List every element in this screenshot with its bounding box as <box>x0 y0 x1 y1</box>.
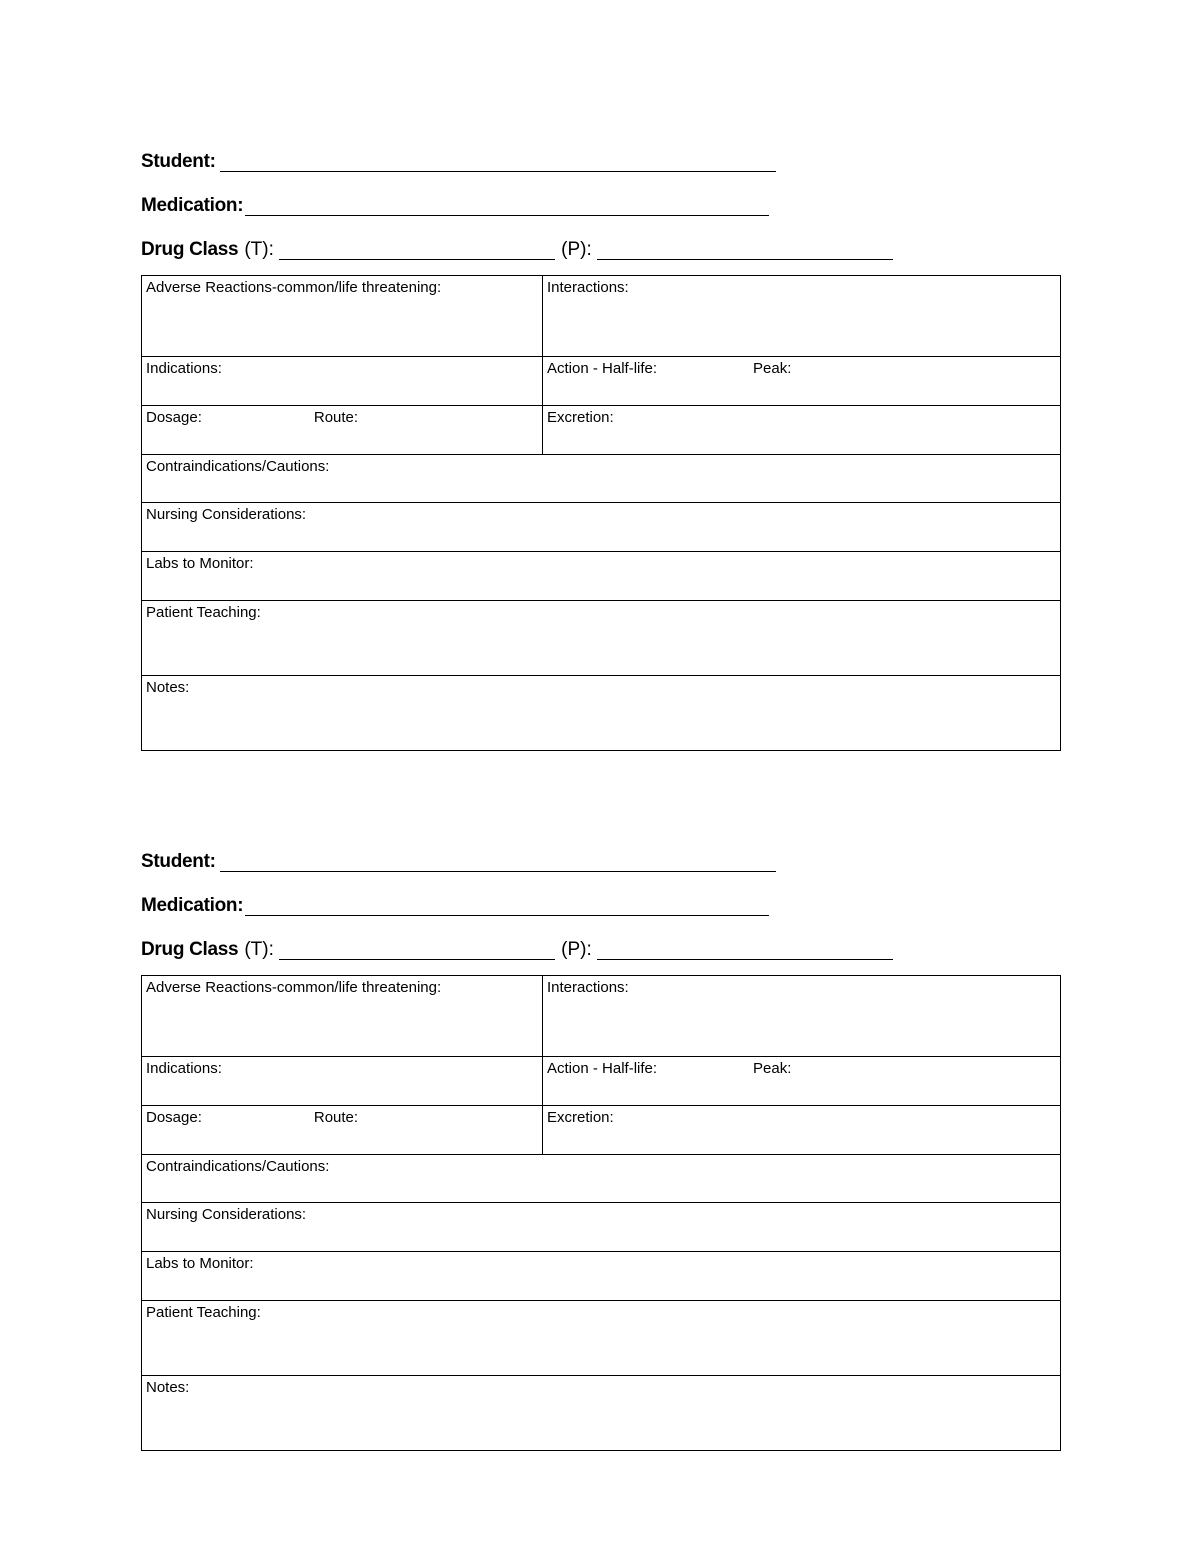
contraindications-cell[interactable] <box>142 1155 1061 1203</box>
excretion-label: Excretion: <box>547 409 614 426</box>
pharmacologic-class-field[interactable] <box>597 941 893 960</box>
indications-cell[interactable] <box>142 1057 543 1106</box>
pharmacologic-class-field[interactable] <box>597 241 893 260</box>
contraindications-label: Contraindications/Cautions: <box>146 1158 330 1175</box>
nursing-considerations-label: Nursing Considerations: <box>146 506 307 523</box>
nursing-considerations-label: Nursing Considerations: <box>146 1206 307 1223</box>
nursing-considerations-cell[interactable] <box>142 503 1061 552</box>
pharmacologic-label: (P): <box>561 939 592 960</box>
student-field[interactable] <box>220 153 776 172</box>
medication-field[interactable] <box>245 897 769 916</box>
notes-label: Notes: <box>146 1379 190 1396</box>
notes-cell[interactable] <box>142 1376 1061 1451</box>
interactions-label: Interactions: <box>547 279 629 296</box>
therapeutic-class-field[interactable] <box>279 241 555 260</box>
patient-teaching-label: Patient Teaching: <box>146 604 261 621</box>
labs-to-monitor-label: Labs to Monitor: <box>146 555 254 572</box>
student-line <box>141 140 1061 184</box>
adverse-reactions-cell[interactable] <box>142 276 543 357</box>
peak-label: Peak: <box>753 1060 792 1077</box>
route-label: Route: <box>313 409 359 426</box>
route-label: Route: <box>313 1109 359 1126</box>
medication-line <box>141 184 1061 228</box>
pharmacologic-label: (P): <box>561 239 592 260</box>
drug-card-form-1 <box>141 140 1061 751</box>
dosage-cell[interactable] <box>142 1106 543 1155</box>
drug-info-table <box>141 275 1061 751</box>
interactions-cell[interactable] <box>543 276 1061 357</box>
interactions-label: Interactions: <box>547 979 629 996</box>
therapeutic-label: (T): <box>244 239 274 260</box>
drug-class-line <box>141 928 1061 972</box>
medication-field[interactable] <box>245 197 769 216</box>
drug-class-label: Drug Class <box>141 239 239 260</box>
action-cell[interactable] <box>543 357 1061 406</box>
adverse-reactions-label: Adverse Reactions-common/life threatening: <box>146 279 442 296</box>
nursing-considerations-cell[interactable] <box>142 1203 1061 1252</box>
peak-label: Peak: <box>753 360 792 377</box>
action-cell[interactable] <box>543 1057 1061 1106</box>
student-label: Student: <box>141 851 216 872</box>
excretion-cell[interactable] <box>543 406 1061 455</box>
excretion-cell[interactable] <box>543 1106 1061 1155</box>
medication-line <box>141 884 1061 928</box>
labs-to-monitor-cell[interactable] <box>142 552 1061 601</box>
indications-label: Indications: <box>146 1060 222 1077</box>
indications-label: Indications: <box>146 360 222 377</box>
therapeutic-label: (T): <box>244 939 274 960</box>
student-field[interactable] <box>220 853 776 872</box>
action-half-life-label: Action - Half-life: <box>547 360 658 377</box>
contraindications-label: Contraindications/Cautions: <box>146 458 330 475</box>
therapeutic-class-field[interactable] <box>279 941 555 960</box>
dosage-label: Dosage: <box>146 1109 202 1126</box>
patient-teaching-label: Patient Teaching: <box>146 1304 261 1321</box>
interactions-cell[interactable] <box>543 976 1061 1057</box>
dosage-label: Dosage: <box>146 409 202 426</box>
contraindications-cell[interactable] <box>142 455 1061 503</box>
patient-teaching-cell[interactable] <box>142 601 1061 676</box>
notes-label: Notes: <box>146 679 190 696</box>
student-line <box>141 840 1061 884</box>
student-label: Student: <box>141 151 216 172</box>
indications-cell[interactable] <box>142 357 543 406</box>
drug-class-line <box>141 228 1061 272</box>
medication-label: Medication: <box>141 895 244 916</box>
medication-label: Medication: <box>141 195 244 216</box>
adverse-reactions-label: Adverse Reactions-common/life threatening: <box>146 979 442 996</box>
drug-info-table <box>141 975 1061 1451</box>
labs-to-monitor-label: Labs to Monitor: <box>146 1255 254 1272</box>
adverse-reactions-cell[interactable] <box>142 976 543 1057</box>
drug-class-label: Drug Class <box>141 939 239 960</box>
drug-card-form-2 <box>141 840 1061 1451</box>
action-half-life-label: Action - Half-life: <box>547 1060 658 1077</box>
notes-cell[interactable] <box>142 676 1061 751</box>
dosage-cell[interactable] <box>142 406 543 455</box>
excretion-label: Excretion: <box>547 1109 614 1126</box>
patient-teaching-cell[interactable] <box>142 1301 1061 1376</box>
labs-to-monitor-cell[interactable] <box>142 1252 1061 1301</box>
